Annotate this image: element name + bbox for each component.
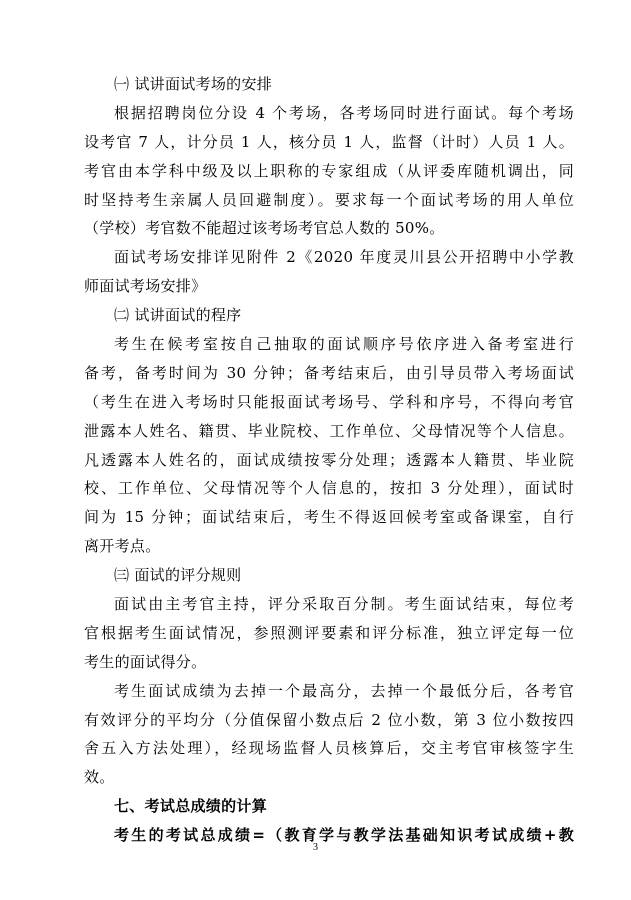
paragraph-line: 根据招聘岗位分设 4 个考场，各考场同时进行面试。每个考场 <box>114 103 574 122</box>
paragraph-line: 凡透露本人姓名的，面试成绩按零分处理；透露本人籍贯、毕业院 <box>84 450 574 469</box>
section-heading-7: 七、考试总成绩的计算 <box>114 797 268 816</box>
paragraph-line: 设考官 7 人，计分员 1 人，核分员 1 人，监督（计时）人员 1 人。 <box>84 132 574 151</box>
section-heading-2: ㈡ 试讲面试的程序 <box>114 306 242 325</box>
paragraph-line: 面试由主考官主持，评分采取百分制。考生面试结束，每位考 <box>114 595 574 614</box>
paragraph-line: 考官由本学科中级及以上职称的专家组成（从评委库随机调出，同 <box>84 161 574 180</box>
paragraph-line: 校、工作单位、父母情况等个人信息的，按扣 3 分处理），面试时 <box>84 479 574 498</box>
paragraph-line: 舍五入方法处理），经现场监督人员核算后，交主考官审核签字生 <box>84 739 574 758</box>
paragraph-line: 离开考点。 <box>84 537 161 556</box>
paragraph-line: 考生的面试得分。 <box>84 652 207 671</box>
paragraph-line: 备考，备考时间为 30 分钟；备考结束后，由引导员带入考场面试 <box>84 363 574 382</box>
paragraph-line: 有效评分的平均分（分值保留小数点后 2 位小数，第 3 位小数按四 <box>84 710 574 729</box>
paragraph-line: 面试考场安排详见附件 2《2020 年度灵川县公开招聘中小学教 <box>114 248 574 267</box>
document-body <box>84 70 574 850</box>
paragraph-line: （学校）考官数不能超过该考场考官总人数的 50%。 <box>84 219 445 238</box>
paragraph-line: 考生的考试总成绩=（教育学与教学法基础知识考试成绩+教 <box>114 826 574 845</box>
paragraph-line: 官根据考生面试情况，参照测评要素和评分标准，独立评定每一位 <box>84 623 574 642</box>
paragraph-line: 考生面试成绩为去掉一个最高分，去掉一个最低分后，各考官 <box>114 681 574 700</box>
paragraph-line: 间为 15 分钟；面试结束后，考生不得返回候考室或备课室，自行 <box>84 508 574 527</box>
paragraph-line: 师面试考场安排》 <box>84 277 207 296</box>
paragraph-line: 考生在候考室按自己抽取的面试顺序号依序进入备考室进行 <box>114 335 574 354</box>
section-heading-3: ㈢ 面试的评分规则 <box>114 566 242 585</box>
paragraph-line: 泄露本人姓名、籍贯、毕业院校、工作单位、父母情况等个人信息。 <box>84 421 574 440</box>
page-number: 3 <box>313 842 318 853</box>
paragraph-line: （考生在进入考场时只能报面试考场号、学科和序号，不得向考官 <box>84 392 574 411</box>
paragraph-line: 效。 <box>84 768 115 787</box>
paragraph-line: 时坚持考生亲属人员回避制度）。要求每一个面试考场的用人单位 <box>84 190 574 209</box>
section-heading-1: ㈠ 试讲面试考场的安排 <box>114 75 273 93</box>
